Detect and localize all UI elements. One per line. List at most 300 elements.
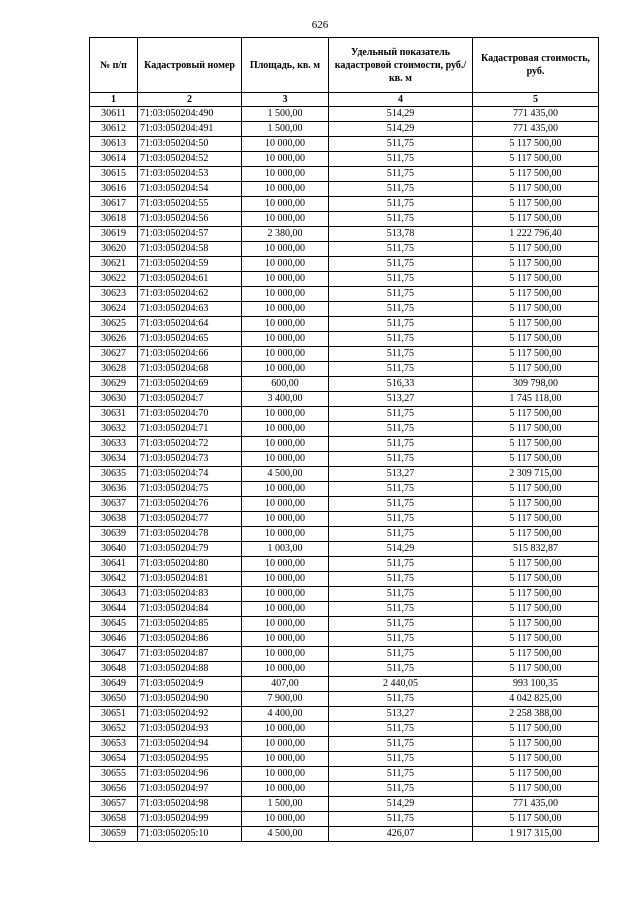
cadastral-value-cell: 4 042 825,00 [473, 692, 599, 707]
table-row [90, 812, 599, 827]
area-cell: 10 000,00 [242, 587, 329, 602]
unit-value-cell: 511,75 [329, 617, 473, 632]
cadastral-number-cell: 71:03:050204:64 [138, 317, 242, 332]
header-unit-value: Удельный показатель кадастровой стоимости, руб./кв. м [329, 38, 473, 93]
page-number: 626 [311, 19, 329, 31]
unit-value-cell: 511,75 [329, 332, 473, 347]
row-number-cell: 30641 [90, 557, 138, 572]
row-number-cell: 30638 [90, 512, 138, 527]
area-cell: 10 000,00 [242, 137, 329, 152]
area-cell: 10 000,00 [242, 497, 329, 512]
cadastral-number-cell: 71:03:050204:53 [138, 167, 242, 182]
table-row [90, 527, 599, 542]
unit-value-cell: 511,75 [329, 737, 473, 752]
cadastral-number-cell: 71:03:050204:65 [138, 332, 242, 347]
cadastral-number-cell: 71:03:050204:75 [138, 482, 242, 497]
area-cell: 10 000,00 [242, 317, 329, 332]
cadastral-number-cell: 71:03:050204:68 [138, 362, 242, 377]
table-row [90, 662, 599, 677]
row-number-cell: 30649 [90, 677, 138, 692]
cadastral-number-cell: 71:03:050204:73 [138, 452, 242, 467]
area-cell: 10 000,00 [242, 572, 329, 587]
cadastral-number-cell: 71:03:050204:59 [138, 257, 242, 272]
row-number-cell: 30653 [90, 737, 138, 752]
area-cell: 10 000,00 [242, 407, 329, 422]
cadastral-number-cell: 71:03:050204:97 [138, 782, 242, 797]
table-row [90, 602, 599, 617]
cadastral-number-cell: 71:03:050204:98 [138, 797, 242, 812]
cadastral-value-cell: 5 117 500,00 [473, 782, 599, 797]
area-cell: 10 000,00 [242, 782, 329, 797]
cadastral-number-cell: 71:03:050205:10 [138, 827, 242, 842]
unit-value-cell: 513,27 [329, 467, 473, 482]
table-row [90, 212, 599, 227]
unit-value-cell: 511,75 [329, 212, 473, 227]
area-cell: 10 000,00 [242, 752, 329, 767]
area-cell: 10 000,00 [242, 452, 329, 467]
table-row [90, 437, 599, 452]
cadastral-value-cell: 993 100,35 [473, 677, 599, 692]
cadastral-number-cell: 71:03:050204:86 [138, 632, 242, 647]
unit-value-cell: 511,75 [329, 557, 473, 572]
area-cell: 10 000,00 [242, 287, 329, 302]
row-number-cell: 30620 [90, 242, 138, 257]
row-number-cell: 30644 [90, 602, 138, 617]
cadastral-number-cell: 71:03:050204:95 [138, 752, 242, 767]
cadastral-value-cell: 5 117 500,00 [473, 647, 599, 662]
cadastral-value-cell: 5 117 500,00 [473, 722, 599, 737]
cadastral-number-cell: 71:03:050204:87 [138, 647, 242, 662]
area-cell: 2 380,00 [242, 227, 329, 242]
cadastral-value-cell: 5 117 500,00 [473, 302, 599, 317]
cadastral-number-cell: 71:03:050204:66 [138, 347, 242, 362]
table-row [90, 152, 599, 167]
unit-value-cell: 2 440,05 [329, 677, 473, 692]
area-cell: 1 500,00 [242, 797, 329, 812]
cadastral-number-cell: 71:03:050204:63 [138, 302, 242, 317]
unit-value-cell: 511,75 [329, 602, 473, 617]
area-cell: 10 000,00 [242, 512, 329, 527]
area-cell: 4 500,00 [242, 467, 329, 482]
cadastral-value-cell: 5 117 500,00 [473, 527, 599, 542]
cadastral-value-cell: 5 117 500,00 [473, 452, 599, 467]
unit-value-cell: 511,75 [329, 302, 473, 317]
table-row [90, 392, 599, 407]
cadastral-value-cell: 2 309 715,00 [473, 467, 599, 482]
table-row [90, 122, 599, 137]
unit-value-cell: 514,29 [329, 542, 473, 557]
cadastral-number-cell: 71:03:050204:74 [138, 467, 242, 482]
header-cadastral-number: Кадастровый номер [138, 38, 242, 93]
cadastral-value-cell: 1 745 118,00 [473, 392, 599, 407]
cadastral-value-cell: 5 117 500,00 [473, 287, 599, 302]
table-row [90, 827, 599, 842]
cadastral-value-cell: 771 435,00 [473, 122, 599, 137]
area-cell: 4 400,00 [242, 707, 329, 722]
header-area: Площадь, кв. м [242, 38, 329, 93]
cadastral-number-cell: 71:03:050204:96 [138, 767, 242, 782]
cadastral-number-cell: 71:03:050204:99 [138, 812, 242, 827]
row-number-cell: 30614 [90, 152, 138, 167]
table-row [90, 752, 599, 767]
unit-value-cell: 511,75 [329, 512, 473, 527]
row-number-cell: 30621 [90, 257, 138, 272]
cadastral-number-cell: 71:03:050204:55 [138, 197, 242, 212]
table-row [90, 332, 599, 347]
cadastral-value-cell: 771 435,00 [473, 797, 599, 812]
area-cell: 10 000,00 [242, 632, 329, 647]
unit-value-cell: 511,75 [329, 137, 473, 152]
cadastral-value-cell: 1 222 796,40 [473, 227, 599, 242]
cadastral-number-cell: 71:03:050204:54 [138, 182, 242, 197]
row-number-cell: 30627 [90, 347, 138, 362]
cadastral-number-cell: 71:03:050204:77 [138, 512, 242, 527]
cadastral-number-cell: 71:03:050204:72 [138, 437, 242, 452]
row-number-cell: 30637 [90, 497, 138, 512]
table-row [90, 677, 599, 692]
table-row [90, 722, 599, 737]
area-cell: 10 000,00 [242, 212, 329, 227]
row-number-cell: 30650 [90, 692, 138, 707]
table-row [90, 182, 599, 197]
cadastral-value-cell: 5 117 500,00 [473, 512, 599, 527]
cadastral-value-cell: 5 117 500,00 [473, 632, 599, 647]
row-number-cell: 30613 [90, 137, 138, 152]
row-number-cell: 30615 [90, 167, 138, 182]
unit-value-cell: 511,75 [329, 722, 473, 737]
area-cell: 10 000,00 [242, 152, 329, 167]
cadastral-value-cell: 515 832,87 [473, 542, 599, 557]
cadastral-number-cell: 71:03:050204:92 [138, 707, 242, 722]
table-row [90, 167, 599, 182]
row-number-cell: 30635 [90, 467, 138, 482]
row-number-cell: 30648 [90, 662, 138, 677]
cadastral-number-cell: 71:03:050204:93 [138, 722, 242, 737]
cadastral-number-cell: 71:03:050204:88 [138, 662, 242, 677]
row-number-cell: 30630 [90, 392, 138, 407]
unit-value-cell: 511,75 [329, 767, 473, 782]
cadastral-value-cell: 5 117 500,00 [473, 137, 599, 152]
cadastral-value-cell: 5 117 500,00 [473, 497, 599, 512]
row-number-cell: 30626 [90, 332, 138, 347]
cadastral-number-cell: 71:03:050204:58 [138, 242, 242, 257]
cadastral-value-cell: 5 117 500,00 [473, 347, 599, 362]
cadastral-number-cell: 71:03:050204:85 [138, 617, 242, 632]
column-number: 1 [90, 93, 138, 107]
cadastral-number-cell: 71:03:050204:491 [138, 122, 242, 137]
cadastral-value-cell: 5 117 500,00 [473, 197, 599, 212]
table-row [90, 422, 599, 437]
row-number-cell: 30654 [90, 752, 138, 767]
table-row [90, 407, 599, 422]
unit-value-cell: 516,33 [329, 377, 473, 392]
cadastral-value-cell: 5 117 500,00 [473, 272, 599, 287]
cadastral-value-cell: 5 117 500,00 [473, 587, 599, 602]
cadastral-number-cell: 71:03:050204:81 [138, 572, 242, 587]
cadastral-value-cell: 309 798,00 [473, 377, 599, 392]
table-row [90, 107, 599, 122]
cadastral-value-cell: 5 117 500,00 [473, 257, 599, 272]
area-cell: 3 400,00 [242, 392, 329, 407]
cadastral-value-cell: 5 117 500,00 [473, 557, 599, 572]
unit-value-cell: 511,75 [329, 437, 473, 452]
table-row [90, 467, 599, 482]
area-cell: 1 500,00 [242, 122, 329, 137]
cadastral-value-cell: 5 117 500,00 [473, 182, 599, 197]
row-number-cell: 30651 [90, 707, 138, 722]
unit-value-cell: 513,27 [329, 707, 473, 722]
cadastral-value-cell: 5 117 500,00 [473, 737, 599, 752]
cadastral-number-cell: 71:03:050204:7 [138, 392, 242, 407]
cadastral-value-cell: 5 117 500,00 [473, 167, 599, 182]
cadastral-value-cell: 5 117 500,00 [473, 332, 599, 347]
cadastral-value-cell: 5 117 500,00 [473, 812, 599, 827]
table-row [90, 362, 599, 377]
table-row [90, 782, 599, 797]
table-row [90, 482, 599, 497]
table-row [90, 242, 599, 257]
row-number-cell: 30640 [90, 542, 138, 557]
unit-value-cell: 511,75 [329, 662, 473, 677]
cadastral-value-cell: 5 117 500,00 [473, 662, 599, 677]
unit-value-cell: 511,75 [329, 587, 473, 602]
cadastral-number-cell: 71:03:050204:94 [138, 737, 242, 752]
table-row [90, 587, 599, 602]
row-number-cell: 30624 [90, 302, 138, 317]
area-cell: 10 000,00 [242, 812, 329, 827]
row-number-cell: 30646 [90, 632, 138, 647]
table-row [90, 197, 599, 212]
area-cell: 10 000,00 [242, 302, 329, 317]
table-row [90, 497, 599, 512]
area-cell: 7 900,00 [242, 692, 329, 707]
unit-value-cell: 514,29 [329, 797, 473, 812]
area-cell: 10 000,00 [242, 617, 329, 632]
unit-value-cell: 511,75 [329, 782, 473, 797]
area-cell: 10 000,00 [242, 437, 329, 452]
unit-value-cell: 511,75 [329, 527, 473, 542]
cadastral-number-cell: 71:03:050204:490 [138, 107, 242, 122]
column-number-row [90, 93, 599, 107]
unit-value-cell: 511,75 [329, 482, 473, 497]
unit-value-cell: 511,75 [329, 347, 473, 362]
cadastral-value-cell: 5 117 500,00 [473, 602, 599, 617]
row-number-cell: 30629 [90, 377, 138, 392]
cadastral-value-cell: 5 117 500,00 [473, 617, 599, 632]
unit-value-cell: 511,75 [329, 812, 473, 827]
unit-value-cell: 513,78 [329, 227, 473, 242]
table-row [90, 272, 599, 287]
row-number-cell: 30645 [90, 617, 138, 632]
unit-value-cell: 511,75 [329, 242, 473, 257]
area-cell: 10 000,00 [242, 332, 329, 347]
area-cell: 1 003,00 [242, 542, 329, 557]
area-cell: 10 000,00 [242, 527, 329, 542]
column-number: 2 [138, 93, 242, 107]
cadastral-number-cell: 71:03:050204:69 [138, 377, 242, 392]
unit-value-cell: 511,75 [329, 152, 473, 167]
unit-value-cell: 511,75 [329, 182, 473, 197]
unit-value-cell: 511,75 [329, 452, 473, 467]
unit-value-cell: 511,75 [329, 692, 473, 707]
header-number: № п/п [90, 38, 138, 93]
cadastral-value-cell: 5 117 500,00 [473, 482, 599, 497]
cadastral-number-cell: 71:03:050204:62 [138, 287, 242, 302]
row-number-cell: 30623 [90, 287, 138, 302]
cadastral-number-cell: 71:03:050204:84 [138, 602, 242, 617]
cadastral-number-cell: 71:03:050204:52 [138, 152, 242, 167]
cadastral-number-cell: 71:03:050204:50 [138, 137, 242, 152]
cadastral-number-cell: 71:03:050204:57 [138, 227, 242, 242]
cadastral-number-cell: 71:03:050204:9 [138, 677, 242, 692]
cadastral-value-cell: 5 117 500,00 [473, 752, 599, 767]
row-number-cell: 30652 [90, 722, 138, 737]
row-number-cell: 30657 [90, 797, 138, 812]
table-row [90, 557, 599, 572]
area-cell: 10 000,00 [242, 257, 329, 272]
row-number-cell: 30636 [90, 482, 138, 497]
area-cell: 407,00 [242, 677, 329, 692]
area-cell: 10 000,00 [242, 272, 329, 287]
row-number-cell: 30639 [90, 527, 138, 542]
unit-value-cell: 511,75 [329, 317, 473, 332]
unit-value-cell: 511,75 [329, 407, 473, 422]
table-row [90, 797, 599, 812]
area-cell: 10 000,00 [242, 422, 329, 437]
area-cell: 10 000,00 [242, 602, 329, 617]
cadastral-value-cell: 5 117 500,00 [473, 212, 599, 227]
unit-value-cell: 511,75 [329, 272, 473, 287]
cadastral-value-cell: 5 117 500,00 [473, 572, 599, 587]
cadastral-number-cell: 71:03:050204:56 [138, 212, 242, 227]
area-cell: 10 000,00 [242, 662, 329, 677]
cadastral-number-cell: 71:03:050204:71 [138, 422, 242, 437]
row-number-cell: 30658 [90, 812, 138, 827]
cadastral-table [89, 37, 599, 842]
cadastral-number-cell: 71:03:050204:76 [138, 497, 242, 512]
area-cell: 600,00 [242, 377, 329, 392]
cadastral-number-cell: 71:03:050204:79 [138, 542, 242, 557]
cadastral-value-cell: 5 117 500,00 [473, 152, 599, 167]
table-row [90, 542, 599, 557]
cadastral-value-cell: 771 435,00 [473, 107, 599, 122]
header-row [90, 38, 599, 93]
unit-value-cell: 511,75 [329, 257, 473, 272]
header-cadastral-value: Кадастровая стоимость, руб. [473, 38, 599, 93]
cadastral-value-cell: 5 117 500,00 [473, 362, 599, 377]
area-cell: 4 500,00 [242, 827, 329, 842]
unit-value-cell: 511,75 [329, 632, 473, 647]
row-number-cell: 30617 [90, 197, 138, 212]
table-row [90, 227, 599, 242]
row-number-cell: 30632 [90, 422, 138, 437]
row-number-cell: 30633 [90, 437, 138, 452]
cadastral-value-cell: 5 117 500,00 [473, 437, 599, 452]
table-row [90, 632, 599, 647]
table-row [90, 317, 599, 332]
table-row [90, 452, 599, 467]
column-number: 3 [242, 93, 329, 107]
table-row [90, 707, 599, 722]
unit-value-cell: 511,75 [329, 362, 473, 377]
area-cell: 10 000,00 [242, 242, 329, 257]
cadastral-value-cell: 5 117 500,00 [473, 317, 599, 332]
table-row [90, 302, 599, 317]
cadastral-value-cell: 5 117 500,00 [473, 422, 599, 437]
row-number-cell: 30611 [90, 107, 138, 122]
unit-value-cell: 511,75 [329, 422, 473, 437]
row-number-cell: 30618 [90, 212, 138, 227]
table-row [90, 137, 599, 152]
area-cell: 10 000,00 [242, 647, 329, 662]
cadastral-number-cell: 71:03:050204:80 [138, 557, 242, 572]
unit-value-cell: 511,75 [329, 647, 473, 662]
cadastral-number-cell: 71:03:050204:61 [138, 272, 242, 287]
unit-value-cell: 513,27 [329, 392, 473, 407]
row-number-cell: 30625 [90, 317, 138, 332]
table-row [90, 767, 599, 782]
row-number-cell: 30634 [90, 452, 138, 467]
area-cell: 1 500,00 [242, 107, 329, 122]
unit-value-cell: 511,75 [329, 287, 473, 302]
cadastral-value-cell: 1 917 315,00 [473, 827, 599, 842]
area-cell: 10 000,00 [242, 167, 329, 182]
cadastral-value-cell: 5 117 500,00 [473, 407, 599, 422]
cadastral-number-cell: 71:03:050204:90 [138, 692, 242, 707]
cadastral-value-cell: 2 258 388,00 [473, 707, 599, 722]
row-number-cell: 30659 [90, 827, 138, 842]
table-row [90, 512, 599, 527]
cadastral-number-cell: 71:03:050204:83 [138, 587, 242, 602]
table-row [90, 287, 599, 302]
area-cell: 10 000,00 [242, 182, 329, 197]
area-cell: 10 000,00 [242, 197, 329, 212]
unit-value-cell: 514,29 [329, 122, 473, 137]
area-cell: 10 000,00 [242, 557, 329, 572]
table-row [90, 572, 599, 587]
area-cell: 10 000,00 [242, 362, 329, 377]
unit-value-cell: 511,75 [329, 572, 473, 587]
area-cell: 10 000,00 [242, 722, 329, 737]
area-cell: 10 000,00 [242, 482, 329, 497]
area-cell: 10 000,00 [242, 737, 329, 752]
unit-value-cell: 511,75 [329, 497, 473, 512]
cadastral-number-cell: 71:03:050204:78 [138, 527, 242, 542]
row-number-cell: 30643 [90, 587, 138, 602]
cadastral-value-cell: 5 117 500,00 [473, 767, 599, 782]
column-number: 5 [473, 93, 599, 107]
row-number-cell: 30622 [90, 272, 138, 287]
cadastral-value-cell: 5 117 500,00 [473, 242, 599, 257]
row-number-cell: 30631 [90, 407, 138, 422]
unit-value-cell: 511,75 [329, 752, 473, 767]
row-number-cell: 30619 [90, 227, 138, 242]
table-body [90, 107, 599, 842]
column-number: 4 [329, 93, 473, 107]
row-number-cell: 30647 [90, 647, 138, 662]
row-number-cell: 30628 [90, 362, 138, 377]
row-number-cell: 30616 [90, 182, 138, 197]
table-row [90, 377, 599, 392]
unit-value-cell: 426,07 [329, 827, 473, 842]
table-row [90, 347, 599, 362]
unit-value-cell: 514,29 [329, 107, 473, 122]
row-number-cell: 30612 [90, 122, 138, 137]
table-row [90, 617, 599, 632]
unit-value-cell: 511,75 [329, 167, 473, 182]
table-row [90, 647, 599, 662]
area-cell: 10 000,00 [242, 767, 329, 782]
